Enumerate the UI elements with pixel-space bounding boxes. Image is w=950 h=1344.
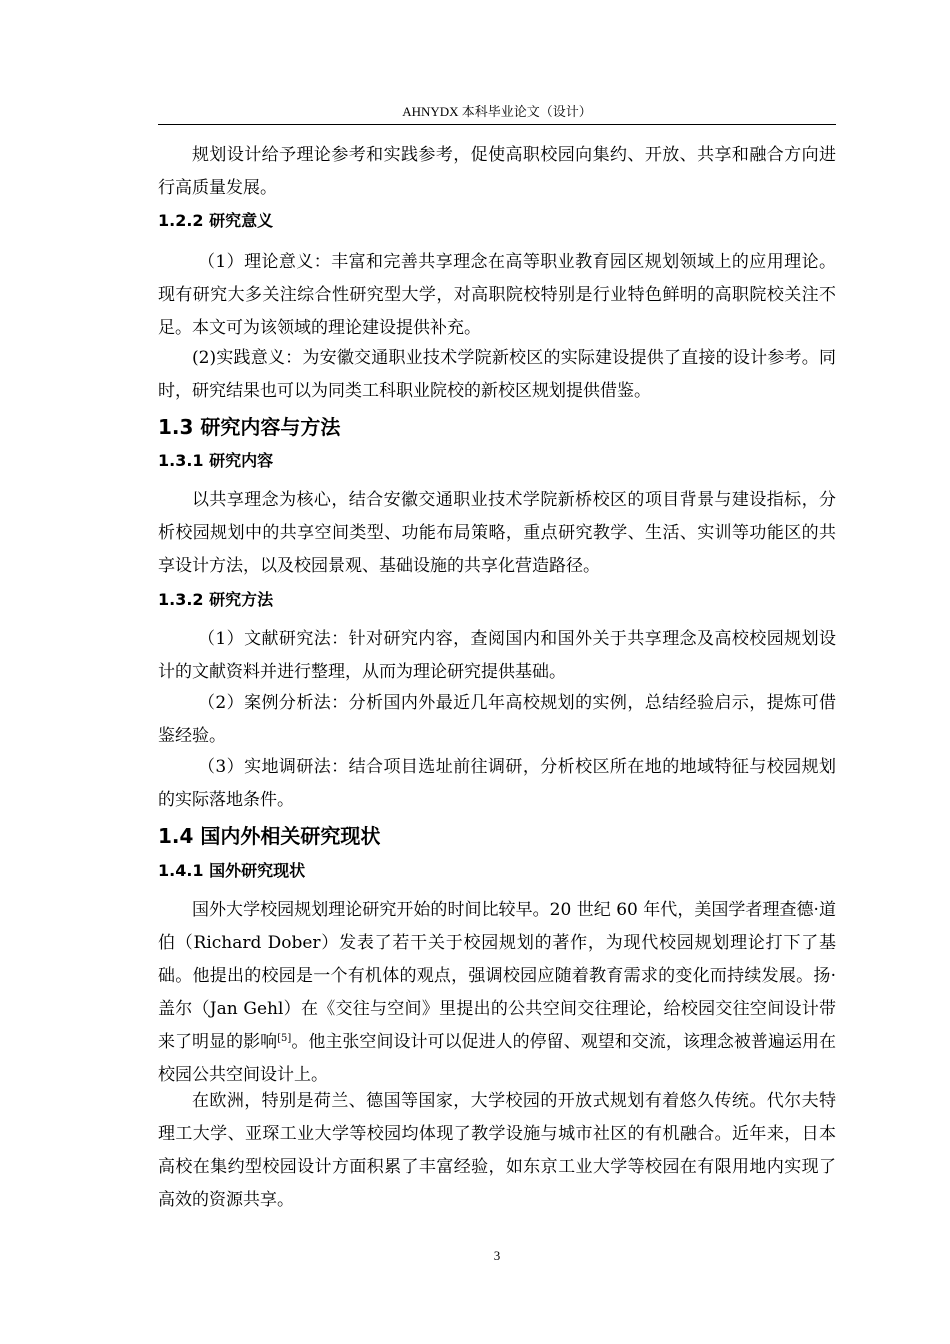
running-header: AHNYDX 本科毕业论文（设计）: [402, 104, 592, 119]
heading-1-4-1: 1.4.1 国外研究现状: [158, 861, 306, 880]
heading-1-3-2: 1.3.2 研究方法: [158, 590, 274, 609]
method-literature-paragraph: （1）文献研究法：针对研究内容，查阅国内和国外关于共享理念及高校校园规划设计的文献资料并进行整理，从而为理论研究提供基础。: [158, 629, 836, 682]
page-number: 3: [493, 1248, 501, 1263]
citation-reference: [5]: [277, 1033, 292, 1044]
research-content-paragraph: 以共享理念为核心，结合安徽交通职业技术学院新桥校区的项目背景与建设指标，分析校园规划中的共享空间类型、功能布局策略，重点研究教学、生活、实训等功能区的共享设计方法，以及校园景观、基础设施的共享化营造路径。: [158, 490, 836, 576]
foreign-research-text-continued: 。他主张空间设计可以促进人的停留、观望和交流，该理念被普遍运用在校园公共空间设计上。: [158, 1032, 837, 1085]
theory-significance-paragraph: （1）理论意义：丰富和完善共享理念在高等职业教育园区规划领域上的应用理论。现有研究大多关注综合性研究型大学，对高职院校特别是行业特色鲜明的高职院校关注不足。本文可为该领域的理论建设提供补充。: [158, 252, 836, 338]
header-divider: [158, 124, 836, 125]
method-case-paragraph: （2）案例分析法：分析国内外最近几年高校规划的实例，总结经验启示，提炼可借鉴经验。: [158, 693, 836, 746]
foreign-research-paragraph: [158, 894, 836, 1092]
europe-research-paragraph: 在欧洲，特别是荷兰、德国等国家，大学校园的开放式规划有着悠久传统。代尔夫特理工大学、亚琛工业大学等校园均体现了教学设施与城市社区的有机融合。近年来，日本高校在集约型校园设计方面积累了丰富经验，如东京工业大学等校园在有限用地内实现了高效的资源共享。: [158, 1091, 836, 1210]
heading-1-3-1: 1.3.1 研究内容: [158, 451, 274, 470]
method-fieldwork-paragraph: （3）实地调研法：结合项目选址前往调研，分析校区所在地的地域特征与校园规划的实际落地条件。: [158, 757, 836, 810]
heading-1-2-2: 1.2.2 研究意义: [158, 211, 274, 230]
practice-significance-paragraph: (2)实践意义：为安徽交通职业技术学院新校区的实际建设提供了直接的设计参考。同时，研究结果也可以为同类工科职业院校的新校区规划提供借鉴。: [158, 348, 836, 401]
intro-paragraph: 规划设计给予理论参考和实践参考，促使高职校园向集约、开放、共享和融合方向进行高质量发展。: [158, 145, 836, 198]
heading-1-3: 1.3 研究内容与方法: [158, 415, 341, 439]
foreign-research-text: 国外大学校园规划理论研究开始的时间比较早。20 世纪 60 年代，美国学者理查德·道伯（Richard Dober）发表了若干关于校园规划的著作，为现代校园规划理论打下了基础。他提出的校园是一个有机体的观点，强调校园应随着教育需求的变化而持续发展。扬·盖尔（Jan Gehl）在《交往与空间》里提出的公共空间交往理论，给校园交往空间设计带来了明显的影响: [158, 900, 836, 1052]
heading-1-4: 1.4 国内外相关研究现状: [158, 824, 381, 848]
